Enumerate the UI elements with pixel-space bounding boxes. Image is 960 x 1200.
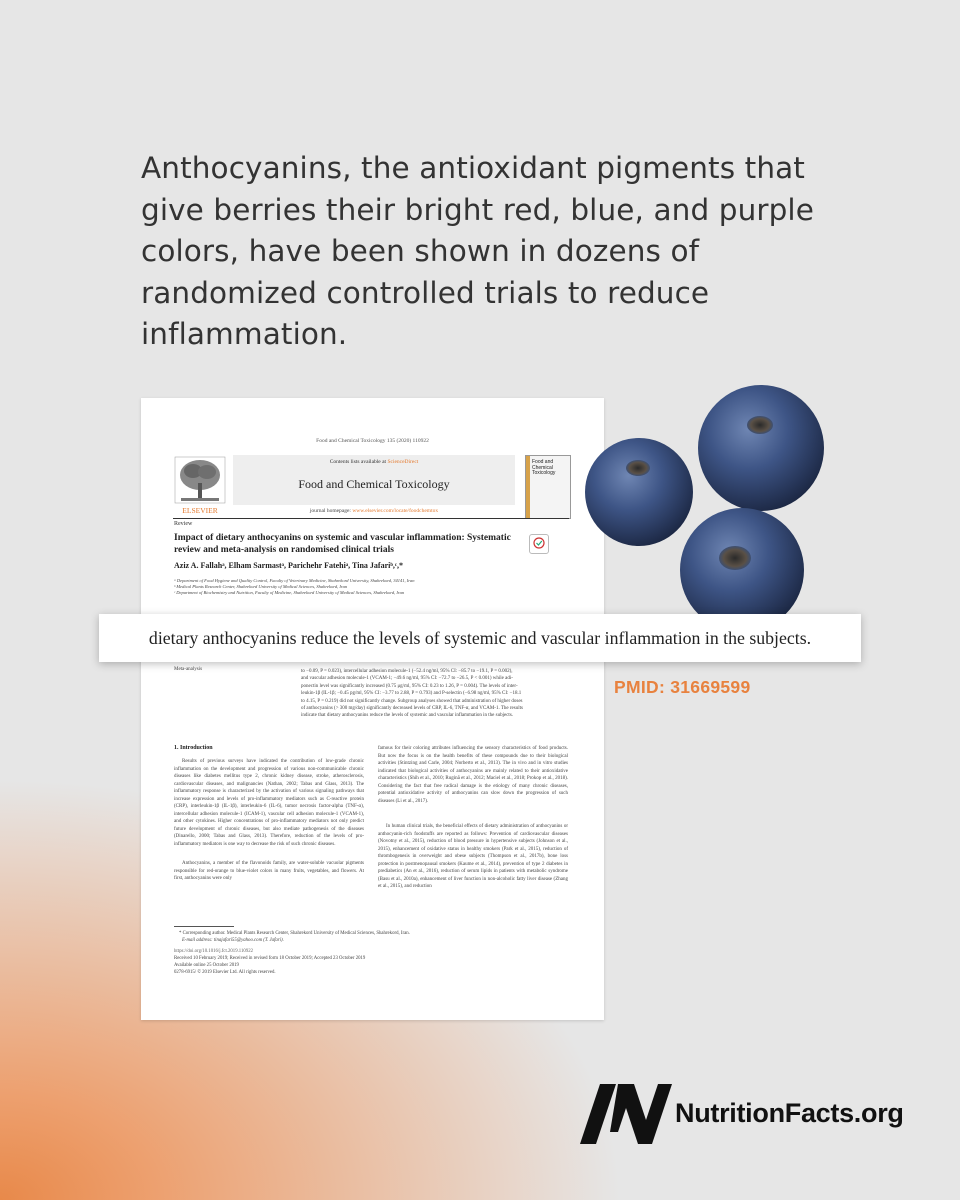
blueberry (585, 438, 693, 546)
abstract-line: ponectin level was significantly increased (0.75 μg/ml, 95% CI: 0.23 to 1.26, P = 0.004). The levels of inter- (301, 683, 518, 689)
contents-line: Contents lists available at ScienceDirect (329, 459, 419, 465)
authors: Aziz A. Fallahᵃ, Elham Sarmastᵃ, Parichehr Fatehiᵃ, Tina Jafariᵇ,ᶜ,* (174, 561, 404, 570)
check-for-updates-icon[interactable] (529, 534, 549, 554)
intro-right-para-1: famous for their coloring attributes influencing the sensory characteristics of food products. But now the focus is on the health benefits of these compounds due to their biological activities (Stintzing and Carle, 2004; Norberto et al., 2013). The in vivo and in vitro studies indicated that biological activities of anthocyanins are mainly related to their antioxidative characteristics (Shih et al., 2010; Rugină et al., 2012; Maciel et al., 2018; Prokop et al., 2018). Considering the fact that free radical damage is the etiology of many chronic diseases, potential antioxidative activity of anthocyanins can slow down the progression of such diseases (Li et al., 2017). (378, 746, 568, 804)
cover-title: Food and Chemical Toxicology (532, 459, 556, 476)
section-heading: 1. Introduction (174, 745, 213, 751)
keyword: Meta-analysis (174, 667, 203, 672)
affiliation: ᵃ Department of Food Hygiene and Quality Control, Faculty of Veterinary Medicine, Shahrekord University, Shahrekord, 34141, Iran (174, 578, 415, 583)
nutritionfacts-logo-icon (578, 1080, 673, 1148)
intro-right-para-2: In human clinical trials, the beneficial effects of dietary administration of anthocyanins or anthocyanin-rich foodstuffs are reported as follows: Prevention of cardiovascular diseases (Novotny et al., 2015), reduction of blood pressure in hypertensive subjects (Johnson et al., 2015), enhancement of oxidative status in healthy smokers (Park et al., 2015), reduction of thrombogenesis in overweight and obese subjects (Thompson et al., 2017b), bone loss protection in postmenopausal smokers (Kaume et al., 2014), prevention of type 2 diabetes in prediabetics (An et al., 2016), reduction of serum lipids in patients with metabolic syndrome (Basu et al., 2010a), enhancement of liver function in non-alcoholic fatty liver disease (Zhang et al., 2015), and reduction (378, 824, 568, 889)
abstract-line: of anthocyanins (> 300 mg/day) significantly decreased levels of CRP, IL-6, TNF-α, and VCAM-1. The results (301, 706, 523, 712)
blueberry (698, 385, 824, 511)
footnote-rule (174, 926, 234, 927)
pmid-label: PMID: 31669599 (614, 677, 751, 697)
copyright: 0278-6915/ © 2019 Elsevier Ltd. All rights reserved. (174, 970, 276, 975)
abstract-line: and vascular adhesion molecule-1 (VCAM-1; −49.6 ng/ml, 95% CI: −72.7 to −26.5, P < 0.001) while adi- (301, 676, 513, 682)
blueberries-image (580, 385, 960, 625)
article-title: Impact of dietary anthocyanins on systemic and vascular inflammation: Systematic review and meta-analysis on randomised clinical trials (174, 533, 511, 555)
abstract-line: to 4.15, P = 0.219) did not significantly change. Subgroup analyses showed that administration of higher doses (301, 698, 523, 704)
highlight-quote: dietary anthocyanins reduce the levels of systemic and vascular inflammation in the subjects. (99, 614, 861, 662)
sciencedirect-link[interactable]: ScienceDirect (387, 459, 419, 465)
publisher-name: ELSEVIER (182, 506, 218, 515)
intro-left-para-1: Results of previous surveys have indicated the contribution of low-grade chronic inflammation on the development and progression of various non-communicable chronic diseases like diabetes mellitus type 2, chronic kidney disease, stroke, atherosclerosis, cardiovascular diseases, and malignancies (Nathan, 2002; Tabas and Glass, 2013). The inflammatory response is characterized by the activation of various signaling pathways that increase expression and levels of pro-inflammatory mediators such as C-reactive protein (CRP), interleukin-1β (IL-1β), interleukin-6 (IL-6), tumor necrosis factor-alpha (TNF-α), intercellular adhesion molecule-1 (ICAM-1), vascular cell adhesion molecule-1 (VCAM-1), and other cytokines. Higher concentrations of pro-inflammatory mediators not only predict future development of chronic diseases, but also mediate pathogenesis of the diseases (Dinarello, 2000; Tabas and Glass, 2013). Therefore, reduction of the levels of pro-inflammatory mediators is one way to decrease the risk of such chronic diseases. (174, 759, 364, 847)
journal-homepage: journal homepage: www.elsevier.com/locate/foodchemtox (309, 508, 439, 514)
affiliation: ᵇ Medical Plants Research Center, Shahrekord University of Medical Sciences, Shahrekord, Iran (174, 584, 348, 589)
abstract-line: to −0.09, P = 0.023), intercellular adhesion molecule-1 (−52.4 ng/ml, 95% CI: −85.7 to −19.1, P = 0.002), (301, 669, 513, 674)
doi-link[interactable]: https://doi.org/10.1016/j.fct.2019.110922 (174, 949, 254, 954)
intro-left-para-2: Anthocyanins, a member of the flavonoids family, are water-soluble vacuolar pigments responsible for red-orange to blue-violet colors in many fruits, vegetables, and flowers. At first, anthocyanins were only (174, 861, 364, 881)
article-type: Review (174, 521, 193, 527)
abstract-text (301, 668, 576, 720)
online-date: Available online 25 October 2019 (174, 963, 239, 968)
blueberry (680, 508, 804, 625)
headline: Anthocyanins, the antioxidant pigments that give berries their bright red, blue, and purple colors, have been shown in dozens of randomized controlled trials to reduce inflammation. (141, 151, 814, 351)
brand-logo[interactable] (578, 1080, 908, 1150)
journal-name: Food and Chemical Toxicology (298, 477, 450, 491)
abstract-line: indicate that dietary anthocyanins reduce the levels of systemic and vascular inflammation in the subjects. (301, 713, 514, 719)
abstract-line: leukin-1β (IL-1β; −0.45 pg/ml, 95% CI: −3.77 to 2.88, P = 0.793) and P-selectin (−6.98 ng/ml, 95% CI: −18.1 (301, 691, 522, 697)
journal-header (233, 455, 515, 505)
corresponding-author: * Corresponding author. Medical Plants Research Center, Shahrekord University of Medical Sciences, Shahrekord, Iran. (179, 931, 410, 936)
received-dates: Received 10 February 2019; Received in revised form 18 October 2019; Accepted 23 October 2019 (174, 956, 366, 961)
elsevier-tree-logo (173, 455, 227, 517)
email-address: E-mail address: tinajafari55@yahoo.com (T. Jafari). (182, 938, 284, 943)
header-rule (173, 518, 569, 519)
affiliation: ᶜ Department of Biochemistry and Nutrition, Faculty of Medicine, Shahrekord University of Medical Sciences, Shahrekord, Iran (174, 590, 405, 595)
homepage-link[interactable]: www.elsevier.com/locate/foodchemtox (352, 508, 439, 514)
journal-reference: Food and Chemical Toxicology 135 (2020) 110922 (316, 438, 429, 444)
brand-name: NutritionFacts.org (675, 1098, 904, 1128)
paper-screenshot (141, 398, 604, 1020)
journal-cover-thumbnail (525, 455, 571, 519)
